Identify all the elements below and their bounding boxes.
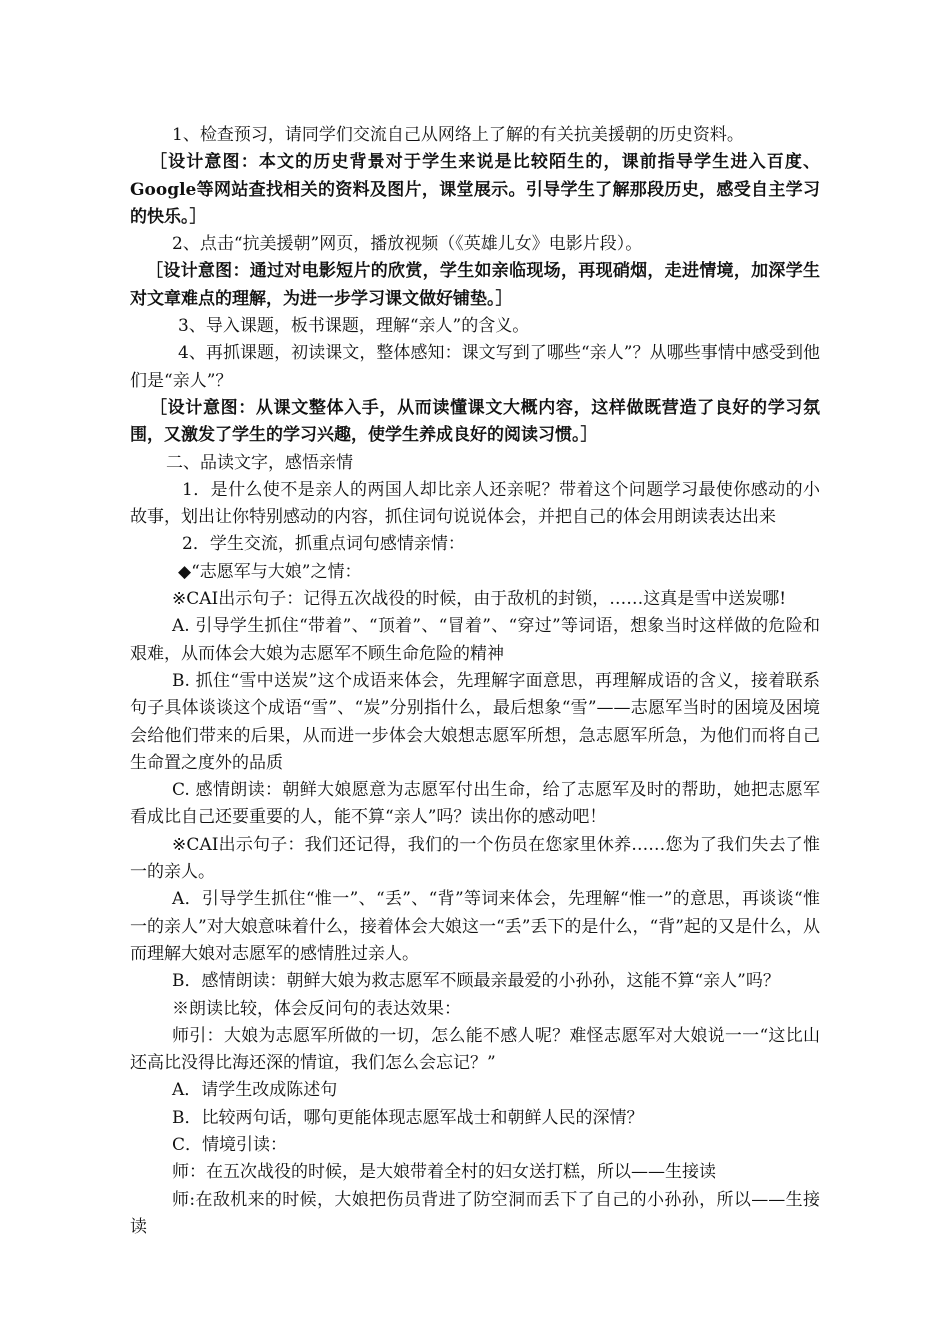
step-2-video: 2、点击“抗美援朝”网页，播放视频（《英雄儿女》电影片段）。 bbox=[172, 234, 643, 255]
design-intent-3: ［设计意图：从课文整体入手，从而读懂课文大概内容，这样做既营造了良好的学习氛围，又激发了学生的学习兴趣，使学生养成良好的阅读习惯。］ bbox=[130, 397, 820, 446]
reading-comparison: ※朗读比较，体会反问句的表达效果： bbox=[172, 998, 461, 1019]
design-intent-2: ［设计意图：通过对电影短片的欣赏，学生如亲临现场，再现硝烟，走进情境，加深学生对文章难点的理解，为进一步学习课文做好铺垫。］ bbox=[130, 261, 820, 309]
section-2-step-2: 2．学生交流，抓重点词句感情亲情： bbox=[182, 534, 465, 555]
item-b-2: B．感情朗读：朝鲜大娘为救志愿军不顾最亲最爱的小孙孙，这能不算“亲人”吗？ bbox=[172, 971, 780, 992]
section-2-step-1: 1．是什么使不是亲人的两国人却比亲人还亲呢？带着这个问题学习最使你感动的小故事，划出让你特别感动的内容，抓住词句说说体会，并把自己的体会用朗读表达出来 bbox=[130, 479, 820, 528]
cai-sentence-1: ※CAI出示句子：记得五次战役的时候，由于敌机的封锁，……这真是雪中送炭哪! bbox=[172, 589, 787, 610]
section-2-heading: 二、品读文字，感悟亲情 bbox=[166, 452, 353, 473]
design-intent-1: ［设计意图：本文的历史背景对于学生来说是比较陌生的，课前指导学生进入百度、Google等网站查找相关的资料及图片，课堂展示。引导学生了解那段历史，感受自主学习的快乐。］ bbox=[130, 152, 820, 227]
teacher-line-2: 师:在敌机来的时候，大娘把伤员背进了防空洞而丢下了自己的小孙孙，所以——生接读 bbox=[130, 1189, 820, 1237]
item-a-2: A．引导学生抓住“惟一”、“丢”、“背”等词来体会，先理解“惟一”的意思，再谈谈“惟一的亲人”对大娘意味着什么，接着体会大娘这一“丢”丢下的是什么，“背”起的又是什么，从而理解大娘对志愿军的感情胜过亲人。 bbox=[130, 889, 820, 964]
step-1-preview: 1、检查预习，请同学们交流自己从网络上了解的有关抗美援朝的历史资料。 bbox=[172, 125, 744, 145]
item-a-1: A. 引导学生抓住“带着”、“顶着”、“冒着”、“穿过”等词语，想象当时这样做的危险和艰难，从而体会大娘为志愿军不顾生命危险的精神 bbox=[130, 616, 820, 664]
document-page bbox=[130, 122, 820, 1241]
step-3-title: 3、导入课题，板书课题，理解“亲人”的含义。 bbox=[178, 316, 530, 337]
topic-volunteers-and-grandma: ◆“志愿军与大娘”之情： bbox=[178, 561, 362, 582]
item-a-3: A．请学生改成陈述句 bbox=[172, 1080, 338, 1101]
item-b-1: B. 抓住“雪中送炭”这个成语来体会，先理解字面意思，再理解成语的含义，接着联系句子具体谈谈这个成语“雪”、“炭”分别指什么，最后想象“雪”——志愿军当时的困境及困境会给他们带来的后果，从而进一步体会大娘想志愿军所想，急志愿军所急，为他们而将自己生命置之度外的品质 bbox=[130, 670, 820, 773]
item-c-3: C．情境引读： bbox=[172, 1134, 288, 1155]
item-c-1: C. 感情朗读：朝鲜大娘愿意为志愿军付出生命，给了志愿军及时的帮助，她把志愿军看成比自己还要重要的人，能不算“亲人”吗？读出你的感动吧！ bbox=[130, 780, 820, 828]
step-4-reading: 4、再抓课题，初读课文，整体感知：课文写到了哪些“亲人”？从哪些事情中感受到他们是“亲人”？ bbox=[130, 343, 820, 391]
cai-sentence-2: ※CAI出示句子：我们还记得，我们的一个伤员在您家里休养……您为了我们失去了惟一的亲人。 bbox=[130, 834, 820, 883]
teacher-lead-1: 师引：大娘为志愿军所做的一切，怎么能不感人呢？难怪志愿军对大娘说一一“这比山还高比没得比海还深的情谊，我们怎么会忘记？” bbox=[130, 1025, 820, 1074]
teacher-line-1: 师：在五次战役的时候，是大娘带着全村的妇女送打糕，所以——生接读 bbox=[172, 1162, 716, 1183]
item-b-3: B．比较两句话，哪句更能体现志愿军战士和朝鲜人民的深情？ bbox=[172, 1107, 644, 1128]
